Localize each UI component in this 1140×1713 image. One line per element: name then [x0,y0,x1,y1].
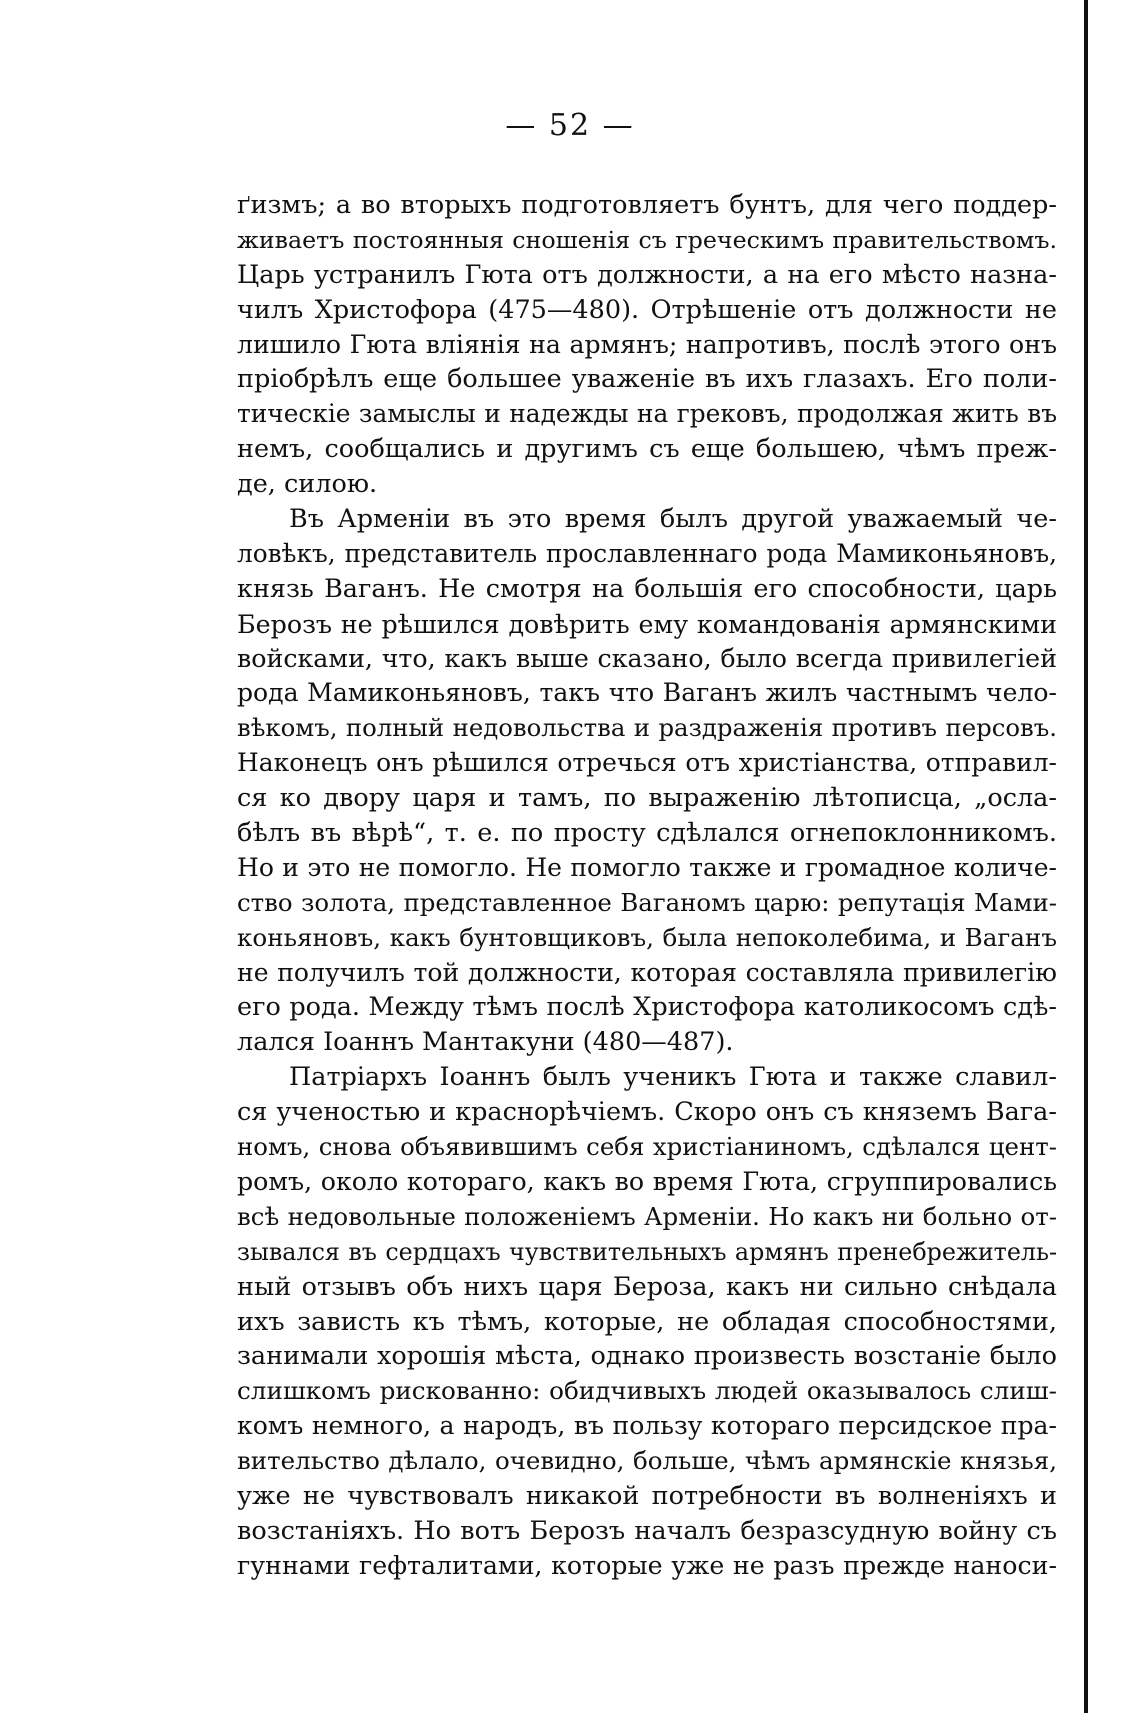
text-line: князь Ваганъ. Не смотря на большія его способности, царь [237,573,1057,604]
text-line: ихъ зависть къ тѣмъ, которые, не обладая способностями, [237,1306,1057,1337]
text-line: Патріархъ Іоаннъ былъ ученикъ Гюта и также славил- [289,1062,1057,1093]
text-line: Наконецъ онъ рѣшился отречься отъ христіанства, отправил- [237,748,1057,778]
text-line: Но и это не помогло. Не помогло также и громадное количе- [237,852,1057,882]
text-line: ґизмъ; а во вторыхъ подготовляетъ бунтъ, для чего поддер- [237,190,1057,220]
text-line: не получилъ той должности, которая составляла привилегію [237,957,1057,987]
text-line: комъ немного, а народъ, въ пользу котораго персидское пра- [237,1411,1057,1441]
text-line: лишило Гюта вліянія на армянъ; напротивъ, послѣ этого онъ [237,329,1057,359]
text-line: возстаніяхъ. Но вотъ Берозъ началъ безразсудную войну съ [237,1515,1057,1546]
text-line: де, силою. [237,469,378,500]
text-line: ся ко двору царя и тамъ, по выраженію лѣтописца, „осла- [237,783,1057,814]
text-line: номъ, снова объявившимъ себя христіаниномъ, сдѣлался цент- [237,1132,1057,1162]
text-line: живаетъ постоянныя сношенія съ греческимъ правительствомъ. [237,225,1057,254]
text-line: ромъ, около котораго, какъ во время Гюта, сгруппировались [237,1166,1057,1196]
text-line: ловѣкъ, представитель прославленнаго рода Мамиконьяновъ, [237,538,1057,568]
text-line: Въ Арменіи въ это время былъ другой уважаемый че- [289,504,1057,535]
text-line: вѣкомъ, полный недовольства и раздраженія противъ персовъ. [237,713,1057,743]
page-number: — 52 — [505,108,635,143]
body-text [237,188,1057,1584]
text-line: Царь устранилъ Гюта отъ должности, а на его мѣсто назна- [237,259,1057,290]
text-line: немъ, сообщались и другимъ съ еще большею, чѣмъ преж- [237,434,1057,465]
text-line: ный отзывъ объ нихъ царя Бероза, какъ ни сильно снѣдала [237,1271,1057,1302]
page-edge-shadow [1084,0,1088,1713]
text-line: тическіе замыслы и надежды на грековъ, продолжая жить въ [237,399,1057,429]
text-line: вительство дѣлало, очевидно, больше, чѣмъ армянскіе князья, [237,1446,1057,1476]
text-line: всѣ недовольные положеніемъ Арменіи. Но какъ ни больно от- [237,1201,1057,1231]
text-line: бѣлъ въ вѣрѣ“, т. е. по просту сдѣлался огнепоклонникомъ. [237,818,1057,849]
text-line: его рода. Между тѣмъ послѣ Христофора католикосомъ сдѣ- [237,992,1057,1023]
text-line: лался Іоаннъ Мантакуни (480—487). [237,1027,734,1058]
text-line: Берозъ не рѣшился довѣрить ему командованія армянскими [237,608,1057,639]
text-line: ся ученостью и краснорѣчіемъ. Скоро онъ съ княземъ Вага- [237,1097,1057,1128]
text-line: рода Мамиконьяновъ, такъ что Ваганъ жилъ частнымъ чело- [237,678,1057,708]
text-line: гуннами гефталитами, которые уже не разъ прежде наноси- [237,1550,1057,1580]
text-line: слишкомъ рискованно: обидчивыхъ людей оказывалось слиш- [237,1376,1057,1406]
text-line: пріобрѣлъ еще большее уваженіе въ ихъ глазахъ. Его поли- [237,364,1057,395]
text-line: войсками, что, какъ выше сказано, было всегда привилегіей [237,643,1057,673]
text-line: занимали хорошія мѣста, однако произвесть возстаніе было [237,1341,1057,1372]
text-line: уже не чувствовалъ никакой потребности въ волненіяхъ и [237,1480,1057,1511]
text-line: чилъ Христофора (475—480). Отрѣшеніе отъ должности не [237,294,1057,325]
text-line: зывался въ сердцахъ чувствительныхъ армянъ пренебрежитель- [237,1237,1057,1266]
text-line: коньяновъ, какъ бунтовщиковъ, была непоколебима, и Ваганъ [237,922,1057,952]
text-line: ство золота, представленное Ваганомъ царю: репутація Мами- [237,887,1057,917]
